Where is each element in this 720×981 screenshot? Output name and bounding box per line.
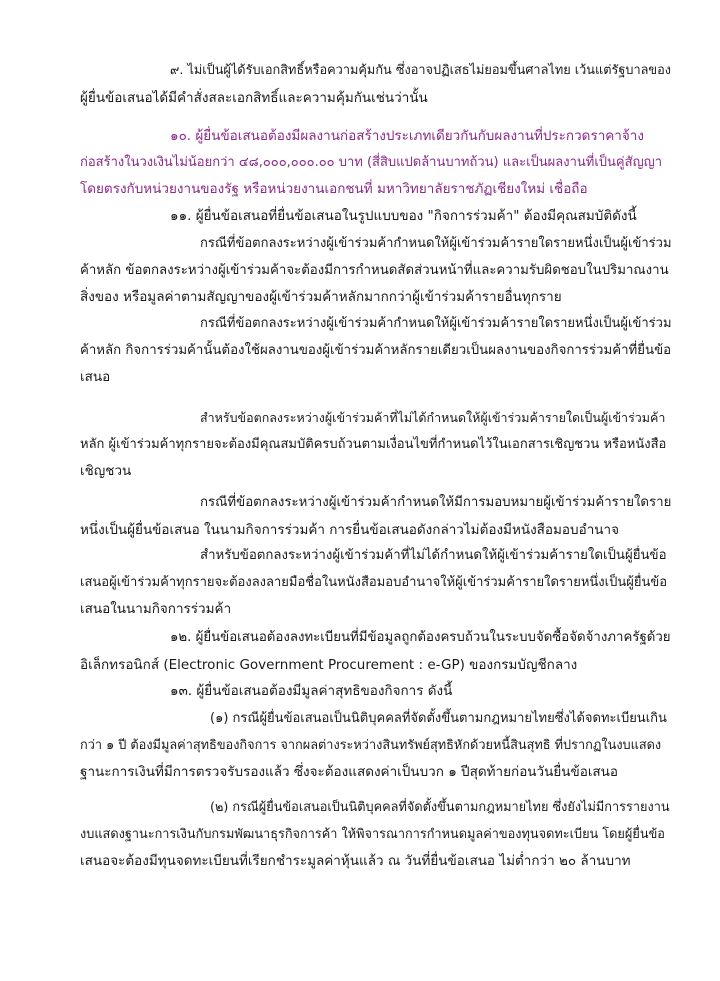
clause-11-c-line-2: หลัก ผู้เข้าร่วมค้าทุกรายจะต้องมีคุณสมบัติครบถ้วนตามเงื่อนไขที่กำหนดไว้ในเอกสารเชิญชวน หรือหนังสือ — [80, 436, 667, 452]
clause-12 — [80, 625, 672, 678]
clause-11 — [80, 203, 672, 230]
clause-13-1-line-1: (๑) กรณีผู้ยื่นข้อเสนอเป็นนิติบุคคลที่จัดตั้งขึ้นตามกฎหมายไทยซึ่งได้จดทะเบียนเกิน — [210, 711, 667, 726]
clause-12-line-2: อิเล็กทรอนิกส์ (Electronic Government Procurement : e-GP) ของกรมบัญชีกลาง — [80, 656, 578, 673]
clause-11-e — [80, 543, 672, 623]
clause-13-2-line-2: งบแสดงฐานะการเงินกับกรมพัฒนาธุรกิจการค้า ให้พิจารณาการกำหนดมูลค่าของทุนจดทะเบียน โดยผู้ยื่นข้อ — [80, 826, 665, 842]
clause-11-b-line-1: กรณีที่ข้อตกลงระหว่างผู้เข้าร่วมค้ากำหนดให้ผู้เข้าร่วมค้ารายใดรายหนึ่งเป็นผู้เข้าร่วม — [200, 316, 672, 331]
clause-11-b-line-2: ค้าหลัก กิจการร่วมค้านั้นต้องใช้ผลงานของผู้เข้าร่วมค้าหลักรายเดียวเป็นผลงานของกิจการร่วมค้าที่ยื่นข้อ — [80, 342, 672, 358]
clause-9-line-2: ผู้ยื่นข้อเสนอได้มีคำสั่งสละเอกสิทธิ์และความคุ้มกันเช่นว่านั้น — [80, 89, 428, 106]
clause-11-d — [80, 490, 672, 543]
clause-11-e-line-1: สำหรับข้อตกลงระหว่างผู้เข้าร่วมค้าที่ไม่ได้กำหนดให้ผู้เข้าร่วมค้ารายใดเป็นผู้ยื่นข้อ — [200, 548, 667, 563]
clause-13 — [80, 678, 672, 705]
clause-9-line-1: ๙. ไม่เป็นผู้ได้รับเอกสิทธิ์หรือความคุ้มกัน ซึ่งอาจปฏิเสธไม่ยอมขึ้นศาลไทย เว้นแต่รัฐบาลของ — [170, 63, 672, 78]
clause-10-line-1: ๑๐. ผู้ยื่นข้อเสนอต้องมีผลงานก่อสร้างประเภทเดียวกันกับผลงานที่ประกวดราคาจ้าง — [170, 128, 644, 144]
clause-11-e-line-3: เสนอในนามกิจการร่วมค้า — [80, 601, 232, 617]
clause-11-line-1: ๑๑. ผู้ยื่นข้อเสนอที่ยื่นข้อเสนอในรูปแบบของ "กิจการร่วมค้า" ต้องมีคุณสมบัติดังนี้ — [170, 208, 637, 224]
clause-13-1-line-3: ฐานะการเงินที่มีการตรวจรับรองแล้ว ซึ่งจะต้องแสดงค่าเป็นบวก ๑ ปีสุดท้ายก่อนวันยื่นข้อเสนอ — [80, 764, 619, 780]
clause-11-c — [80, 405, 672, 485]
clause-10 — [80, 123, 672, 203]
clause-12-line-1: ๑๒. ผู้ยื่นข้อเสนอต้องลงทะเบียนที่มีข้อมูลถูกต้องครบถ้วนในระบบจัดซื้อจัดจ้างภาครัฐด้วย — [170, 630, 671, 645]
clause-11-a — [80, 231, 672, 311]
clause-11-a-line-2: ค้าหลัก ข้อตกลงระหว่างผู้เข้าร่วมค้าจะต้องมีการกำหนดสัดส่วนหน้าที่และความรับผิดชอบในปริมาณงาน — [80, 262, 669, 278]
clause-10-line-3: โดยตรงกับหน่วยงานของรัฐ หรือหน่วยงานเอกชนที่ มหาวิทยาลัยราชภัฏเชียงใหม่ เชื่อถือ — [80, 181, 588, 197]
clause-11-e-line-2: เสนอผู้เข้าร่วมค้าทุกรายจะต้องลงลายมือชื่อในหนังสือมอบอำนาจให้ผู้เข้าร่วมค้ารายใดรายหนึ่งเป็นผู้ยื่นข้อ — [80, 574, 668, 590]
clause-11-d-line-1: กรณีที่ข้อตกลงระหว่างผู้เข้าร่วมค้ากำหนดให้มีการมอบหมายผู้เข้าร่วมค้ารายใดราย — [200, 495, 672, 510]
clause-11-b-line-3: เสนอ — [80, 369, 111, 385]
clause-13-line-1: ๑๓. ผู้ยื่นข้อเสนอต้องมีมูลค่าสุทธิของกิจการ ดังนี้ — [170, 683, 453, 699]
clause-10-line-2: ก่อสร้างในวงเงินไม่น้อยกว่า ๔๘,๐๐๐,๐๐๐.๐๐ บาท (สี่สิบแปดล้านบาทถ้วน) และเป็นผลงานที่เป็นคู่สัญญา — [80, 154, 663, 170]
clause-11-a-line-3: สิ่งของ หรือมูลค่าตามสัญญาของผู้เข้าร่วมค้าหลักมากกว่าผู้เข้าร่วมค้ารายอื่นทุกราย — [80, 289, 562, 305]
clause-13-2 — [80, 795, 672, 875]
clause-11-c-line-3: เชิญชวน — [80, 463, 132, 479]
clause-9 — [80, 58, 672, 111]
clause-11-d-line-2: หนึ่งเป็นผู้ยื่นข้อเสนอ ในนามกิจการร่วมค้า การยื่นข้อเสนอดังกล่าวไม่ต้องมีหนังสือมอบอำนาจ — [80, 521, 619, 538]
clause-13-1-line-2: กว่า ๑ ปี ต้องมีมูลค่าสุทธิของกิจการ จากผลต่างระหว่างสินทรัพย์สุทธิหักด้วยหนี้สินสุทธิ ที่ปรากฏในงบแสดง — [80, 737, 662, 753]
clause-11-b — [80, 311, 672, 391]
clause-13-1 — [80, 706, 672, 786]
clause-11-a-line-1: กรณีที่ข้อตกลงระหว่างผู้เข้าร่วมค้ากำหนดให้ผู้เข้าร่วมค้ารายใดรายหนึ่งเป็นผู้เข้าร่วม — [200, 236, 672, 251]
clause-13-2-line-1: (๒) กรณีผู้ยื่นข้อเสนอเป็นนิติบุคคลที่จัดตั้งขึ้นตามกฎหมายไทย ซึ่งยังไม่มีการรายงาน — [210, 800, 670, 815]
clause-11-c-line-1: สำหรับข้อตกลงระหว่างผู้เข้าร่วมค้าที่ไม่ได้กำหนดให้ผู้เข้าร่วมค้ารายใดเป็นผู้เข้าร่วมค้า — [200, 410, 666, 425]
clause-13-2-line-3: เสนอจะต้องมีทุนจดทะเบียนที่เรียกชำระมูลค่าหุ้นแล้ว ณ วันที่ยื่นข้อเสนอ ไม่ต่ำกว่า ๒๐ ล้านบาท — [80, 853, 631, 869]
